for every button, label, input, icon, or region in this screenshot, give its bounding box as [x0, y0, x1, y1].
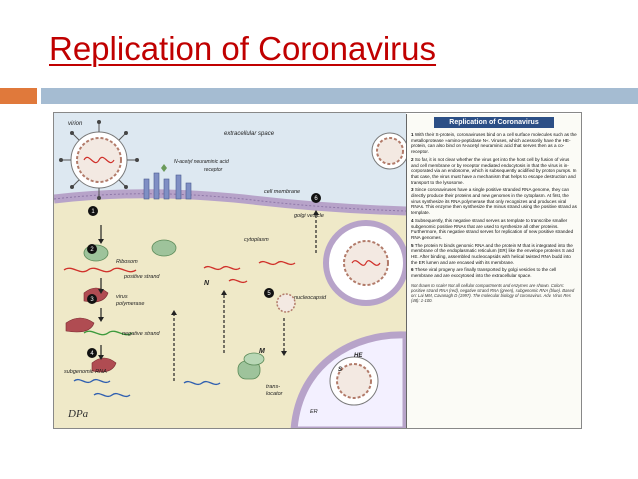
step-item: 2 So far, it is not clear whether the virus get into the host cell by fusion of virus and cell membrane or by receptor mediated endocytosis in that the virus is in-corporated via an endosome, which is subsequently acidified by proton pumps. In that case, the virus must have a mechanism that helps to escape destruction and transport to the lysosome. [411, 156, 577, 185]
step-item: 4 Subsequently, this negative strand serves as template to transcribe smaller subgenomic positive RNAs that are used to synthesize all other proteins. Furthermore, this negative strand serves for replication of new positive stranded RNA genomes. [411, 217, 574, 240]
translocator-label-2: locator [266, 391, 283, 397]
step-item: 3 Since coronaviruses have a single positive stranded RNA genome, they can directly produce their proteins and new genomes in the cytoplasm. At first, the virus synthesize its RNA polymerase that only recognizes and produces viral RNAs. This enzyme then synthesize the minus strand using the positive strand as template. [411, 187, 577, 216]
golgi-vesicle-label: golgi vesicle [294, 213, 324, 219]
er-label: ER [310, 409, 318, 415]
m-protein-label: M [259, 348, 265, 355]
virion-icon [59, 120, 139, 200]
neuraminic-acid-label: N-acetyl neuraminic acid [174, 159, 229, 165]
accent-bar [41, 88, 638, 104]
exocytosed-virion-icon [372, 133, 406, 169]
n-protein-label: N [204, 280, 210, 287]
ribosom-label: Ribosom [116, 259, 138, 265]
diagram-illustration [54, 113, 406, 429]
he-protein-label: HE [354, 353, 363, 359]
svg-text:5: 5 [267, 291, 271, 297]
translocator-label-1: trans- [266, 384, 281, 390]
step-item: 1 With their S-protein, coronaviruses bind on a cell surface molecules such as the metalloprotease »amino-peptidase N«. Viruses, which acessorily have the HE-protein, can also bind on N-acetyl neuraminic acid that serves then as a co-receptor. [411, 132, 577, 155]
replication-diagram [53, 112, 582, 429]
footnote: Not drawn to scale! Not all cellular compartments and enzymes are shown. Colors: positive strand RNA (red), negative strand RNA (green), subgenomic RNA (blue). Based on: Lai MM, Cavanagh D (1997). The molecular biology of coronavirus. Adv. Virus Res (48): 1-100. [411, 282, 575, 304]
golgi-vesicle-icon [326, 223, 406, 303]
slide-title: Replication of Coronavirus [49, 30, 437, 67]
extracellular-space-label: extracellular space [224, 131, 275, 137]
polymerase-label: polymerase [116, 301, 145, 307]
receptor-label: receptor [204, 167, 223, 173]
negative-strand-label: negative strand [122, 331, 160, 337]
svg-text:4: 4 [90, 351, 94, 357]
nucleocapsid-icon [277, 294, 295, 312]
svg-text:1: 1 [91, 209, 95, 215]
nucleocapsid-label: nucleocapsid [294, 295, 327, 301]
svg-text:6: 6 [314, 196, 318, 202]
step-item: 6 These viral progeny are finally transported by golgi vesicles to the cell membrane and are exocytosed into the extracellular space. [411, 267, 557, 279]
cell-membrane-label: cell membrane [264, 189, 301, 195]
explanation-panel [406, 114, 581, 428]
accent-block [0, 88, 37, 104]
s-protein-label: S [338, 367, 343, 373]
artist-signature: DPa [68, 408, 89, 420]
virion-label: virion [68, 121, 83, 127]
virus-label: virus [116, 294, 128, 300]
svg-text:3: 3 [90, 297, 94, 303]
subgenomic-rna-label: subgenomic RNA [64, 369, 107, 375]
positive-strand-label: positive strand [124, 274, 160, 280]
svg-text:2: 2 [90, 247, 94, 253]
cytoplasm-label: cytoplasm [244, 237, 269, 243]
panel-title: Replication of Coronavirus [434, 117, 554, 128]
step-item: 5 The protein N binds genomic RNA and the protein M that is integrated into the membrane of the endoplasmatic reticulum (ER) like the envelope proteins S and HE. After binding, assembled nucleocapsids with helical twisted RNA budd into the ER lumen and are encased with its membrane. [411, 242, 574, 265]
